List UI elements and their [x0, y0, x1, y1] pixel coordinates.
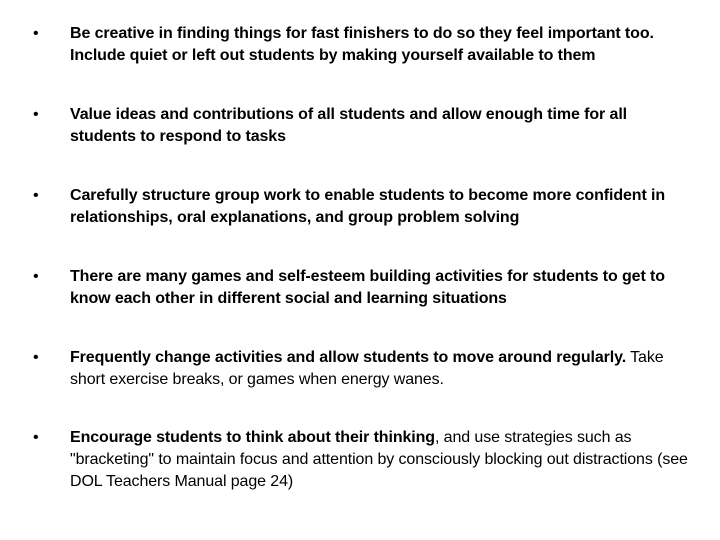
- bullet-text: Take short exercise breaks, or games when energy wanes.: [70, 349, 664, 388]
- bullet-list: [33, 23, 693, 493]
- bullet-icon: •: [33, 429, 39, 446]
- bullet-icon: •: [33, 25, 39, 42]
- bullet-text-bold: Frequently change activities and allow students to move around regularly.: [70, 349, 627, 366]
- bullet-item-group-work: [33, 185, 693, 229]
- bullet-icon: •: [33, 349, 39, 366]
- bullet-text: , and use strategies such as "bracketing" to maintain focus and attention by consciously blocking out distractions (see DOL Teachers Manual page 24): [70, 429, 688, 490]
- bullet-item-games-self-esteem: [33, 266, 693, 310]
- bullet-text-bold: Carefully structure group work to enable students to become more confident in relationships, oral explanations, and group problem solving: [70, 187, 666, 226]
- bullet-item-think-about-thinking: [33, 427, 693, 493]
- bullet-item-value-ideas: [33, 104, 693, 148]
- bullet-icon: •: [33, 106, 39, 123]
- bullet-text-bold: Encourage students to think about their thinking: [70, 429, 435, 446]
- bullet-item-fast-finishers: [33, 23, 693, 67]
- bullet-text-bold: Be creative in finding things for fast finishers to do so they feel important too. Include quiet or left out students by making yourself available to them: [70, 25, 654, 64]
- bullet-icon: •: [33, 187, 39, 204]
- bullet-text-bold: There are many games and self-esteem building activities for students to get to know each other in different social and learning situations: [70, 268, 665, 307]
- bullet-icon: •: [33, 268, 39, 285]
- bullet-item-change-activities: [33, 347, 693, 391]
- bullet-text-bold: Value ideas and contributions of all students and allow enough time for all students to respond to tasks: [70, 106, 628, 145]
